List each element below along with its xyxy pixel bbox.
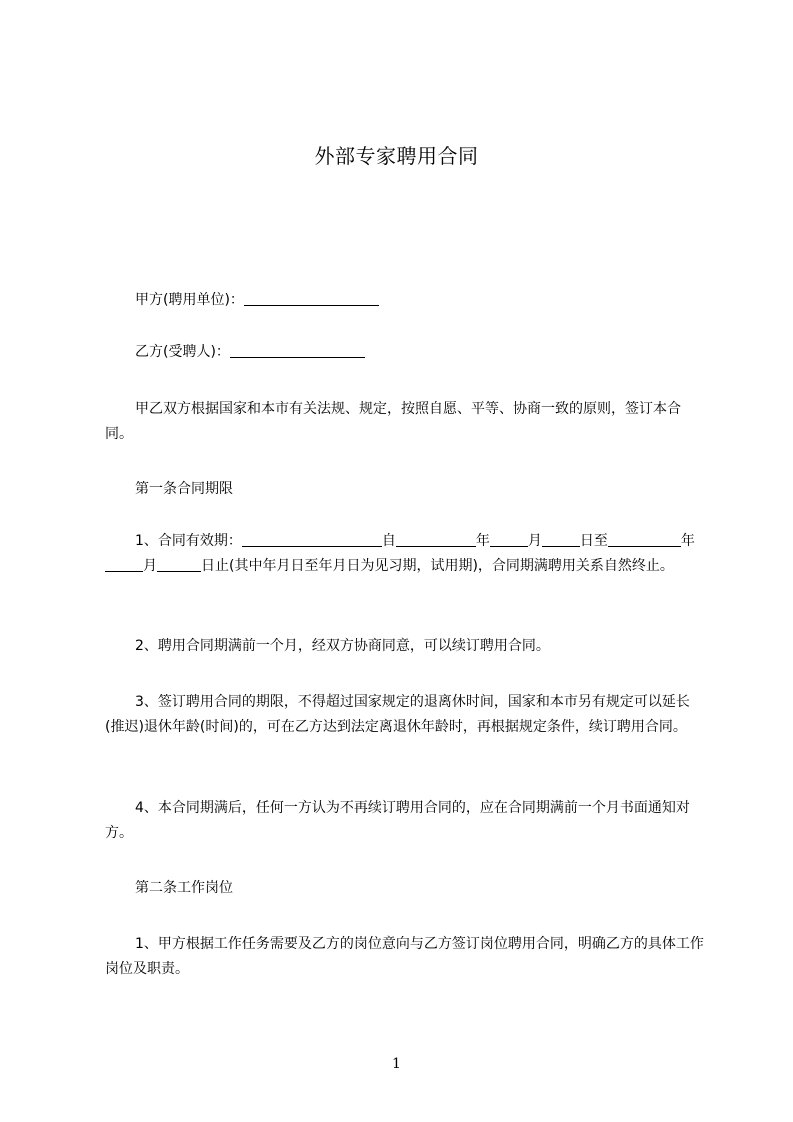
end-year-blank-a[interactable]: [608, 531, 666, 547]
start-day-blank[interactable]: [542, 531, 580, 547]
term-lead: 1、合同有效期：: [135, 533, 242, 549]
article-1-heading: 第一条合同期限: [135, 481, 233, 497]
term-year-2: 年: [680, 533, 695, 549]
article-1-clause-3: 3、签订聘用合同的期限，不得超过国家规定的退离休时间，国家和本市另有规定可以延长(推迟)退休年龄(时间)的，可在乙方达到法定离退休年龄时，再根据规定条件，续订聘用合同。: [105, 694, 690, 735]
term-month-2: 月: [143, 558, 157, 574]
term-year: 年: [475, 533, 490, 549]
party-b-label: 乙方(受聘人)：: [135, 344, 230, 360]
article-1-clause-4: 4、本合同期满后，任何一方认为不再续订聘用合同的，应在合同期满前一个月书面通知对方。: [105, 800, 690, 841]
end-month-blank[interactable]: [105, 556, 143, 572]
term-day-to: 日至: [579, 533, 608, 549]
article-1-clause-2: 2、聘用合同期满前一个月，经双方协商同意，可以续订聘用合同。: [135, 638, 550, 654]
party-a-line: [105, 288, 705, 313]
intro-paragraph: 甲乙双方根据国家和本市有关法规、规定，按照自愿、平等、协商一致的原则，签订本合同。: [105, 401, 681, 442]
term-month: 月: [527, 533, 542, 549]
article-1-clause-1: [105, 529, 705, 579]
article-2-heading: 第二条工作岗位: [135, 880, 233, 896]
start-year-blank[interactable]: [396, 531, 476, 547]
start-month-blank[interactable]: [490, 531, 528, 547]
document-title: 外部专家聘用合同: [314, 144, 479, 168]
term-duration-blank[interactable]: [242, 531, 382, 547]
term-tail: 日止(其中年月日至年月日为见习期，试用期)，合同期满聘用关系自然终止。: [201, 558, 674, 574]
party-a-blank[interactable]: [244, 290, 379, 306]
term-from: 自: [381, 533, 396, 549]
end-year-blank-b[interactable]: [666, 531, 681, 547]
party-b-blank[interactable]: [230, 342, 365, 358]
party-a-label: 甲方(聘用单位)：: [135, 292, 244, 308]
page-number: 1: [392, 1056, 401, 1072]
party-b-line: [105, 340, 705, 365]
end-day-blank[interactable]: [157, 556, 201, 572]
article-2-clause-1: 1、甲方根据工作任务需要及乙方的岗位意向与乙方签订岗位聘用合同，明确乙方的具体工作岗位及职责。: [105, 936, 704, 977]
